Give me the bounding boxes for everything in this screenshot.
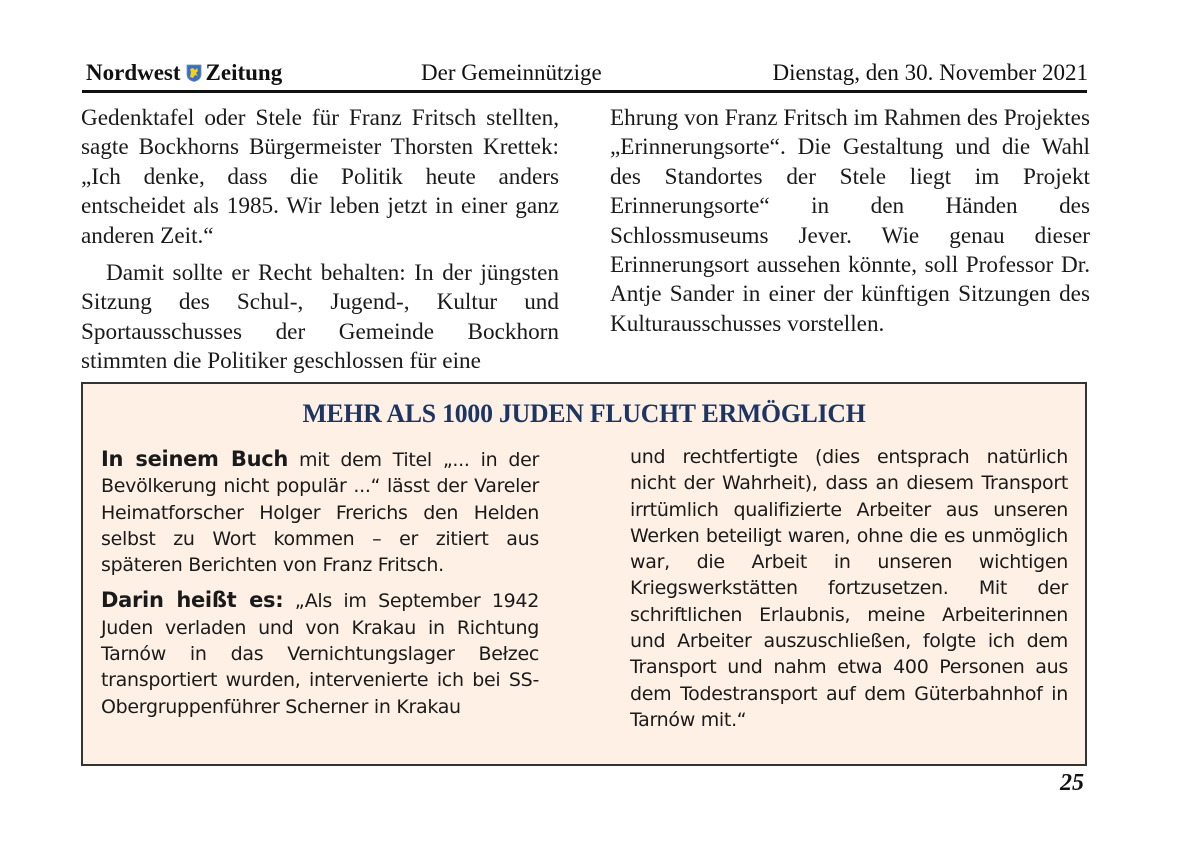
coat-of-arms-lion-icon <box>186 64 202 82</box>
info-box-column-left <box>101 446 539 720</box>
paragraph-text: mit dem Titel „... in der Bevölkerung nicht populär ...“ lässt der Vareler Heimatforscher Holger Frerichs den Helden selbst zu Wort kommen – er zitiert aus späteren Berichten von Franz Fritsch. <box>101 449 539 577</box>
newspaper-brand <box>86 58 282 88</box>
header-divider <box>82 90 1087 93</box>
page-header <box>84 58 1088 88</box>
article-paragraph: Gedenktafel oder Stele für Franz Fritsch stellten, sagte Bockhorns Bürgermeister Thorsten Krettek: „Ich denke, dass die Politik heute anders entscheidet als 1985. Wir leben jetzt in einer ganz anderen Zeit.“ <box>81 105 559 249</box>
section-name: Der Gemeinnützige <box>421 60 602 85</box>
issue-date: Dienstag, den 30. November 2021 <box>772 60 1088 85</box>
article-column-left <box>81 104 559 377</box>
article-paragraph: Damit sollte er Recht behalten: In der jüngsten Sitzung des Schul-, Jugend-, Kultur und Sportausschusses der Gemeinde Bockhorn stimmten die Politiker geschlossen für eine <box>81 260 559 375</box>
info-box <box>81 382 1087 766</box>
info-box-paragraph <box>101 587 539 719</box>
article-column-right <box>610 104 1090 339</box>
paragraph-lead: Darin heißt es: <box>101 588 284 613</box>
article-paragraph: Ehrung von Franz Fritsch im Rahmen des Projektes „Erinnerungsorte“. Die Gestaltung und die Wahl des Standortes der Stele liegt im Projekt Erinnerungsorte“ in den Händen des Schlossmuseums Jever. Wie genau dieser Erinnerungsort aussehen könnte, soll Professor Dr. Antje Sander in einer der künftigen Sitzungen des Kulturausschusses vorstellen. <box>610 105 1090 337</box>
paragraph-lead: In seinem Buch <box>101 447 289 471</box>
info-box-column-right <box>630 444 1068 733</box>
page-number: 25 <box>1060 770 1084 796</box>
info-box-paragraph <box>101 446 539 578</box>
info-box-paragraph: und rechtfertigte (dies entsprach natürlich nicht der Wahrheit), dass an diesem Transport irrtümlich qualifizierte Arbeiter aus unseren Werken beteiligt waren, ohne die es unmöglich war, die Arbeit in unseren wichtigen Kriegswerkstätten fortzusetzen. Mit der schriftlichen Erlaubnis, meine Arbeiterinnen und Arbeiter auszuschließen, folgte ich dem Transport und nahm etwa 400 Personen aus dem Todestransport auf dem Güterbahnhof in Tarnów mit.“ <box>630 446 1068 731</box>
brand-name-right: Zeitung <box>205 60 283 85</box>
brand-name-left: Nordwest <box>86 60 181 85</box>
paragraph-text: „Als im September 1942 Juden verladen und von Krakau in Richtung Tarnów in das Vernichtungslager Bełzec transportiert wurden, intervenierte ich bei SS-Obergruppenführer Scherner in Krakau <box>101 590 539 718</box>
info-box-title: MEHR ALS 1000 JUDEN FLUCHT ERMÖGLICH <box>302 398 866 428</box>
